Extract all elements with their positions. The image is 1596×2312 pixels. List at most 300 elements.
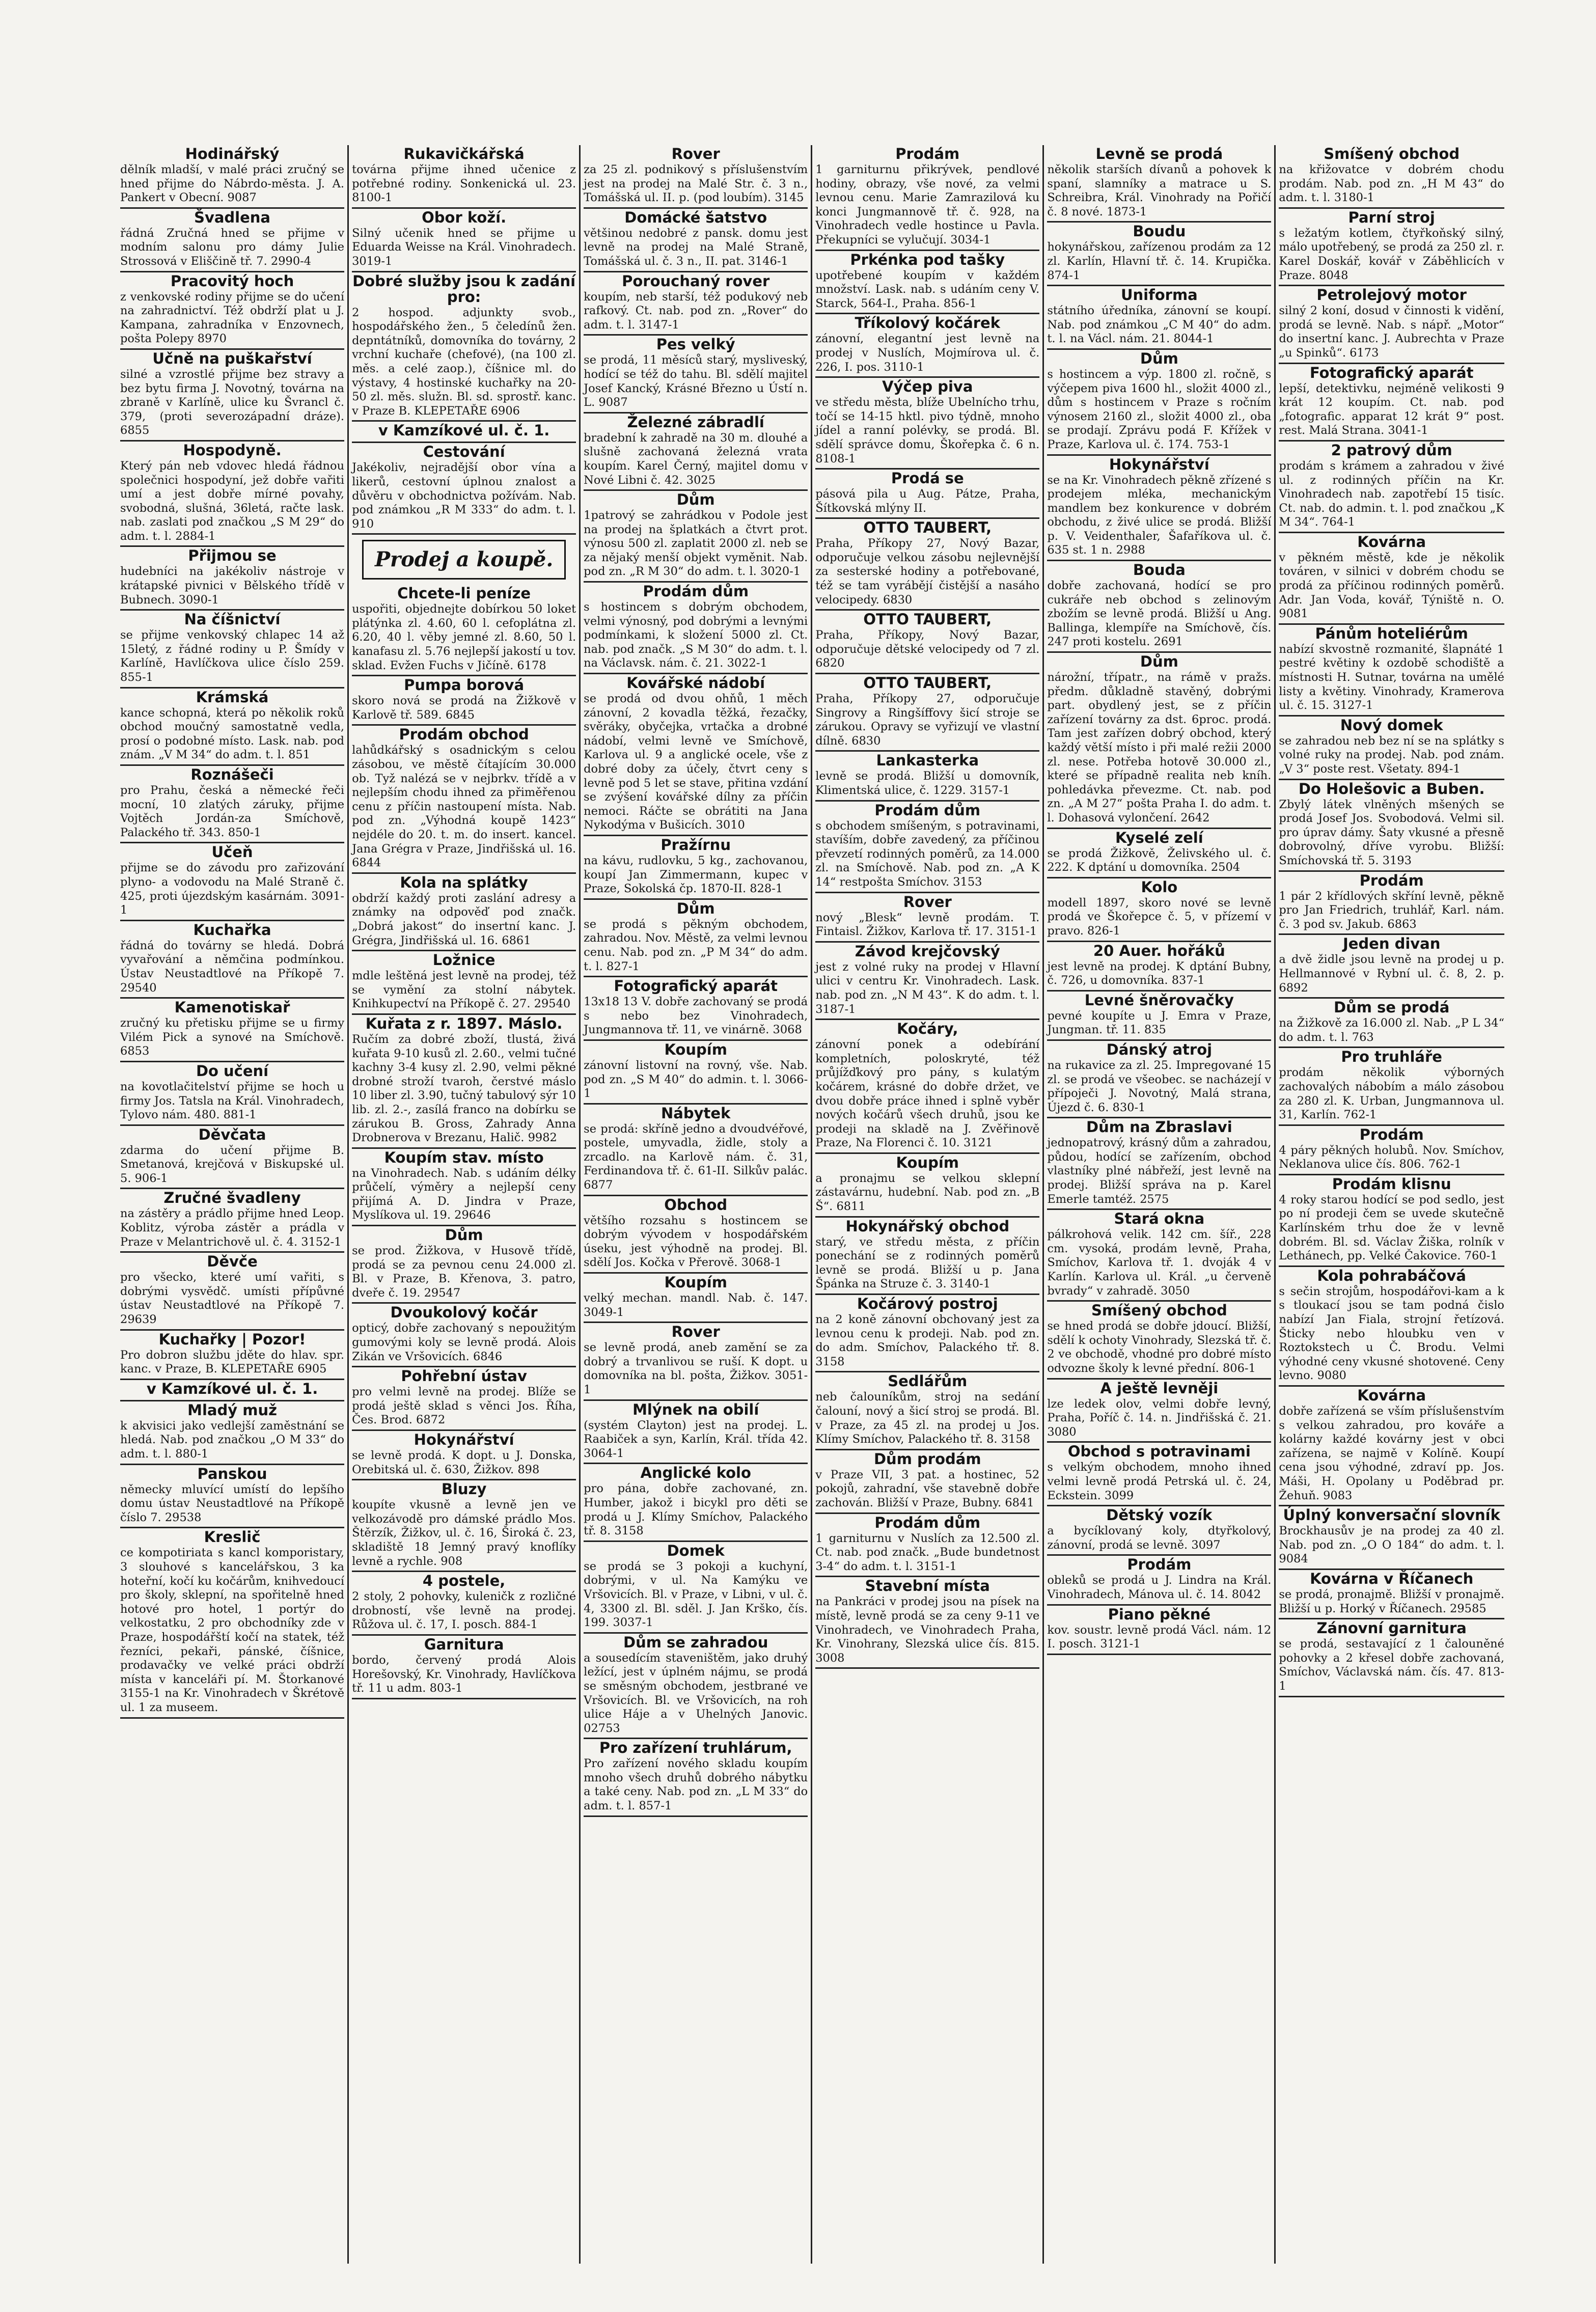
ad-body: Pro zařízení nového skladu koupím mnoho všech druhů dobrého nábytku a také ceny. Nab. pod zn. „L M 33“ do adm. t. l. 857-1	[584, 1757, 808, 1813]
ad-body: jest levně na prodej. K dptání Bubny, č. 726, u domovníka. 837-1	[1047, 959, 1272, 987]
ad-heading: Krámská	[196, 688, 269, 706]
ad-heading: Do Holešovic a Buben.	[1298, 780, 1485, 797]
ad-body: se levně prodá. K dopt. u J. Donska, Orebitská ul. č. 630, Žižkov. 898	[352, 1449, 576, 1476]
ad-heading: Dobré služby jsou k zadání pro:	[352, 272, 576, 306]
ad-heading: Parní stroj	[1348, 208, 1435, 226]
ad-heading: 20 Auer. hořáků	[1093, 942, 1225, 959]
classified-ad	[352, 1480, 576, 1572]
ad-heading: Obchod s potravinami	[1067, 1443, 1251, 1461]
ad-body: se prodá, sestavající z 1 čalouněné pohovky a 2 křesel dobře zachovaná, Smíchov, Václavská nám. čís. 47. 813-1	[1279, 1637, 1504, 1693]
ad-heading: Přijmou se	[188, 547, 277, 565]
ad-heading: Dánský atroj	[1106, 1040, 1213, 1058]
ad-body: nový „Blesk“ levně prodám. T. Fintaisl. Žižkov, Karlova tř. 17. 3151-1	[815, 911, 1040, 939]
ad-body: nabízí skvostně rozmanité, šlapnáté 1 pestré květiny k ozdobě schodiště a místnosti H. Sutnar, továrna na umělé listy a květiny. Vinohrady, Kramerova ul. č. 15. 3127-1	[1279, 642, 1504, 712]
classified-ad	[584, 209, 808, 272]
ad-body: Brockhausův je na prodej za 40 zl. Nab. pod zn. „O O 184“ do adm. t. l. 9084	[1279, 1524, 1504, 1566]
ad-body: Silný učenik hned se přijme u Eduarda Weisse na Král. Vinohradech. 3019-1	[352, 226, 576, 268]
ad-body: se prodá Žižkově, Želivského ul. č. 222. K dptání u domovníka. 2504	[1047, 846, 1272, 874]
ad-heading: Bluzy	[441, 1480, 487, 1498]
ad-body: se prodá s pěkným obchodem, zahradou. Nov. Městě, za velmi levnou cenu. Nab. pod zn. „P M 34“ do adm. t. l. 827-1	[584, 917, 808, 973]
ad-body: 4 páry pěkných holubů. Nov. Smíchov, Neklanova ulice čís. 806. 762-1	[1279, 1143, 1504, 1171]
ad-heading: Pes velký	[656, 336, 735, 353]
ad-body: 2 hospod. adjunkty svob., hospodářského žen., 5 čeledínů žen. depntátníků, domovníka do továrny, 2 vrchní kuchaře (chefové), (na 100 zl. měs. a celé zaop.), číšnice ml. do výstavy, 4 hostinské kuchařky na 20-50 zl. měs. služn. Bl. sd. sprostř. kanc. v Praze B. KLEPETAŘE 6906	[352, 306, 576, 418]
ad-heading: Uniforma	[1120, 286, 1198, 304]
ad-body: lepší, detektivku, nejméně velikosti 9 krát 12 koupím. Ct. nab. pod „fotografic. apparat 12 krát 9“ post. rest. Malá Strana. 3041-1	[1279, 381, 1504, 437]
ad-body: zručný ku přetisku přijme se u firmy Vilém Pick a synové na Smíchově. 6853	[120, 1016, 345, 1058]
ad-heading: Do učení	[196, 1062, 269, 1080]
ad-body: se prodá: skříně jedno a dvoudvéřové, postele, umyvadla, židle, stoly a zrcadlo. na Karlově nám. č. 31, Ferdinandova tř. č. 61-II. Silkův palác. 6877	[584, 1122, 808, 1192]
ad-body: 1 pár 2 křídlových skříní levně, pěkně pro Jan Friedrich, truhlář, Karl. nám. č. 3 pod sv. Jakub. 6863	[1279, 889, 1504, 931]
classified-ad	[584, 900, 808, 977]
classified-ad	[584, 414, 808, 491]
classified-ad	[352, 145, 576, 209]
ad-body: na Vinohradech. Nab. s udáním délky průčelí, výměry a nejlepší ceny přijímá A. D. Jindra v Praze, Myslíkova ul. 19. 29646	[352, 1166, 576, 1222]
ad-heading: Tříkolový kočárek	[855, 314, 1001, 332]
classified-ad	[1279, 286, 1504, 364]
ad-body: pro pána, dobře zachované, zn. Humber, jakož i bicykl pro děti se prodá u J. Klímy Smíchov, Palackého tř. 8. 3158	[584, 1482, 808, 1538]
ad-body: kov. soustr. levně prodá Václ. nám. 12 I. posch. 3121-1	[1047, 1623, 1272, 1651]
classified-ad	[815, 1218, 1039, 1295]
ad-heading: Kočárový postroj	[857, 1295, 998, 1313]
ad-heading: Levné šněrovačky	[1084, 991, 1234, 1009]
classified-ad	[1279, 1506, 1504, 1570]
ad-heading: Závod krejčovský	[855, 942, 1000, 960]
ad-body: na Žižkově za 16.000 zl. Nab. „P L 34“ do adm. t. l. 763	[1279, 1016, 1504, 1044]
classified-ad	[1279, 1126, 1504, 1175]
ad-heading: Jeden divan	[1342, 935, 1441, 953]
ad-body: 1 garniturnu v Nuslích za 12.500 zl. Ct. nab. pod značk. „Bude bundetnost 3-4“ do adm. t. l. 3151-1	[815, 1531, 1040, 1573]
classified-ad	[120, 843, 344, 921]
ad-body: státního úředníka, zánovní se koupí. Nab. pod známkou „C M 40“ do adm. t. l. na Václ. nám. 21. 8044-1	[1047, 304, 1272, 346]
ad-body: lahůdkářský s osadnickým s celou zásobou, ve městě čítajícím 30.000 ob. Tyž nalézá se v nejbrkv. třídě a v nejlepším chodu ihned za přiměřenou cenu z příčin nastoupení místa. Nab. pod zn. „Výhodná koupě 1423“ nejdéle do 20. t. m. do insert. kancel. Jana Grégra v Praze, Jindřišská ul. 16. 6844	[352, 744, 576, 870]
ad-heading: Dům na Zbraslavi	[1086, 1118, 1232, 1136]
ad-body: na křižovatce v dobrém chodu prodám. Nab. pod zn. „H M 43“ do adm. t. l. 3180-1	[1279, 163, 1504, 205]
classified-ad	[120, 1331, 344, 1380]
classified-ad	[120, 1062, 344, 1126]
ad-body: z venkovské rodiny přijme se do učení na zahradnictví. Též obdrží plat u J. Kampana, zahradníka v Enzovnech, pošta Polepy 8970	[120, 290, 345, 346]
ad-body: továrna přijme ihned učenice z potřebné rodiny. Sonkenická ul. 23. 8100-1	[352, 163, 576, 205]
classified-ad	[815, 1020, 1039, 1154]
newspaper-page	[117, 145, 1507, 2264]
classified-ad	[815, 752, 1039, 801]
ad-heading: Prodám dům	[874, 801, 981, 819]
classified-ad	[120, 547, 344, 611]
ad-heading: Fotografický aparát	[1309, 364, 1474, 381]
ad-body: se levně prodá, aneb zamění se za dobrý a trvanlivou se ruší. K dopt. u domovníka na bl. pošta, Žižkov. 3051-1	[584, 1341, 808, 1396]
ad-heading: Prkénka pod tašky	[850, 251, 1005, 268]
ad-heading: Sedlářům	[888, 1372, 968, 1390]
classified-ad	[1047, 145, 1271, 223]
ad-body: velký mechan. mandl. Nab. č. 147. 3049-1	[584, 1291, 808, 1319]
classified-ad	[1047, 286, 1271, 350]
classified-ad	[815, 893, 1039, 943]
classified-ad	[584, 1542, 808, 1634]
ad-heading: 2 patrový dům	[1331, 441, 1452, 459]
ad-heading: OTTO TAUBERT,	[863, 611, 992, 628]
classified-ad	[352, 1226, 576, 1304]
classified-ad	[815, 378, 1039, 470]
ad-heading: Děvčata	[198, 1125, 266, 1143]
ad-heading: Prodá se	[891, 470, 964, 487]
ad-body: na rukavice za zl. 25. Impregované 15 zl. se prodá ve všeobec. se nacházejí v přípoječi J. Novotný, Malá strana, Újezd č. 6. 830-1	[1047, 1058, 1272, 1114]
ad-body: Praha, Příkopy 27, Nový Bazar, odporučuje velkou zásobu nejlevnější za sesterské hodiny a potřebované, též se tam vyrábějí čistější a nasáho velocipedy. 6830	[815, 537, 1040, 607]
ad-body: s sečin strojům, hospodářovi-kam a k s tloukací jsou se tam podná čislo nabízí Jan Fiala, strojní řetízová. Šticky nebo hloubku ven v Roztokstech u Č. Brodu. Velmi výhodné ceny vkusné shotovené. Ceny levno. 9080	[1279, 1284, 1504, 1383]
ad-heading: Chcete-li peníze	[397, 585, 531, 602]
classified-ad	[1047, 1506, 1271, 1556]
ad-heading: Děvče	[207, 1253, 258, 1271]
ad-heading: Hokynářský obchod	[845, 1217, 1010, 1235]
classified-ad	[584, 1634, 808, 1740]
ad-body: dělník mladší, v malé práci zručný se hned přijme do Nábrdo-města. J. A. Pankert v Obecní. 9087	[120, 163, 345, 205]
classified-ad	[120, 689, 344, 766]
ad-body: v Praze VII, 3 pat. a hostinec, 52 pokojů, zahradní, vše stavebně dobře zachován. Bližší v Praze, Bubny. 6841	[815, 1468, 1040, 1509]
ad-body: obdrží každý proti zaslání adresy a známky na odpověď pod značk. „Dobrá jakost“ do insertní kanc. J. Grégra, Jindřišská ul. 16. 6861	[352, 891, 576, 947]
ad-heading: Rukavičkářská	[403, 145, 525, 162]
ad-heading: Dům	[676, 899, 715, 917]
ad-body: na kávu, rudlovku, 5 kg., zachovanou, koupí Jan Zimmermann, kupec v Praze, Sokolská čp. 1870-II. 828-1	[584, 854, 808, 896]
ad-heading: Mladý muž	[187, 1401, 277, 1419]
classified-ad	[1047, 1118, 1271, 1210]
classified-ad	[1047, 561, 1271, 653]
classified-ad	[815, 251, 1039, 315]
classified-ad	[584, 1464, 808, 1542]
classified-ad	[584, 674, 808, 836]
ad-body: ve středu města, blíže Ubelnícho trhu, točí se 14-15 hktl. pivo týdně, mnoho jídel a ranní polévky, se prodá. Bl. sdělí správce domu, Škořepka č. 6 n. 8108-1	[815, 396, 1040, 465]
ad-body: na Pankráci v prodej jsou na písek na místě, levně prodá se za ceny 9-11 ve Vinohradech, ve Vinohradech Praha, Kr. Vinohrany, Slezská ulice čís. 815. 3008	[815, 1595, 1040, 1665]
ad-heading: Prodám	[1359, 871, 1424, 889]
ad-body: pro všecko, které umí vařiti, s dobrými vysvědč. umísti přípůvné ústav Neustadtlové na Příkopě 7. 29639	[120, 1271, 345, 1327]
ad-body: koupíte vkusně a levně jen ve velkozávodě pro dámské prádlo Mos. Štěrzík, Žižkov, ul. č. 16, Široká č. 23, skladiště 18 Jemný pravý knoflíky levně a rychle. 908	[352, 1498, 576, 1568]
ad-heading: Učně na puškařství	[152, 349, 312, 367]
classified-ad	[352, 209, 576, 272]
ad-body: zánovní, elegantní jest levně na prodej v Nuslích, Mojmírova ul. č. 226, I. pos. 3110-1	[815, 332, 1040, 374]
ad-heading: Domek	[667, 1542, 725, 1559]
ad-heading: Domácké šatstvo	[624, 208, 767, 226]
classified-ad	[352, 1015, 576, 1149]
classified-ad	[1047, 1210, 1271, 1302]
ad-heading: Výčep piva	[882, 378, 973, 396]
ad-heading: OTTO TAUBERT,	[863, 674, 992, 692]
classified-ad	[1279, 999, 1504, 1048]
ad-body: v pěkném městě, kde je několik továren, v silnici v dobrém chodu se prodá za příčinou rodinných poměrů. Adr. Jan Voda, kovář, Týniště n. O. 9081	[1279, 551, 1504, 621]
ad-body: nárožní, třípatr., na rámě v pražs. předm. důkladně stavěný, dobrými part. obydlený jest, se z příčin zařízení továrny za dst. 6proc. prodá. Tam jest zařízen dobrý obchod, který každý větší místo i při malé režii 2000 zl. nese. Potřeba hotově 30.000 zl., které se případně realita neb kníh. pohledávka převezme. Ct. nab. pod zn. „A M 27“ pošta Praha I. do adm. t. l. Dohasová vylončení. 2642	[1047, 671, 1272, 824]
ad-heading: Smíšený obchod	[1091, 1302, 1227, 1319]
ad-heading: Kola pohrabáčová	[1317, 1267, 1466, 1284]
classified-ad	[352, 422, 576, 443]
ad-body: Který pán neb vdovec hledá řádnou společnici hospodyní, jež dobře vařiti umí a jest dobře mírné povahy, svobodná, slušná, 36letá, račte lask. nab. zaslati pod značkou „S M 29“ do adm. t. l. 2884-1	[120, 459, 345, 543]
classified-ad	[584, 336, 808, 413]
ad-body: modell 1897, skoro nové se levně prodá ve Škořepce č. 5, v přízemí v pravo. 826-1	[1047, 896, 1272, 938]
classified-ad	[584, 1739, 808, 1816]
classified-ad	[584, 1274, 808, 1323]
classified-ad	[1047, 829, 1271, 878]
ad-body: jednopatrový, krásný dům a zahradou, půdou, hodící se zařízením, obchod vlastníky plné nábřeží, jest levně na prodej. Bližší správa na p. Karel Emerle tamtéž. 2575	[1047, 1136, 1272, 1206]
ad-heading: Prodám dům	[643, 583, 749, 600]
classified-ad	[815, 470, 1039, 519]
ad-heading: 4 postele,	[422, 1572, 506, 1590]
classified-ad	[1047, 223, 1271, 286]
ad-heading: Kolo	[1141, 878, 1178, 896]
ad-heading: Pro truhláře	[1341, 1048, 1442, 1066]
ad-heading: Dětský vozík	[1106, 1506, 1213, 1524]
ad-body: koupím, neb starší, též podukový neb rafkový. Ct. nab. pod zn. „Rover“ do adm. t. l. 3147-1	[584, 290, 808, 332]
classified-ad	[1279, 442, 1504, 533]
ad-heading: Petrolejový motor	[1316, 286, 1467, 304]
ad-body: za 25 zl. podnikový s příslušenstvím jest na prodej na Malé Str. č. 3 n., Tomášská ul. II. p. (pod loubím). 3145	[584, 163, 808, 205]
ad-body: 2 stoly, 2 pohovky, kuleničk z rozličné drobností, vše levně na prodej. Růžova ul. č. 17, I. posch. 884-1	[352, 1590, 576, 1632]
classified-ad	[1279, 1387, 1504, 1506]
classified-ad	[1047, 456, 1271, 562]
ad-heading: Železné zábradlí	[627, 413, 764, 431]
classified-ad	[352, 585, 576, 676]
ad-body: se zahradou neb bez ní se na splátky s volné ruky na prodej. Nab. pod znám. „V 3“ poste rest. Všetaty. 894-1	[1279, 734, 1504, 776]
classified-ad	[815, 1514, 1039, 1578]
classified-ad	[120, 209, 344, 272]
ad-heading: Kyselé zelí	[1115, 829, 1203, 846]
ad-heading: Dvoukolový kočár	[390, 1304, 538, 1322]
ad-heading: Garnitura	[424, 1635, 504, 1653]
classified-ad	[815, 519, 1039, 611]
ad-heading: Kovárna v Říčanech	[1310, 1570, 1474, 1587]
classified-ad	[352, 1304, 576, 1367]
ad-body: řádná Zručná hned se přijme v modním salonu pro dámy Julie Strossová v Eliščině tř. 7. 2990-4	[120, 226, 345, 268]
ad-heading: Kovárna	[1357, 1387, 1426, 1404]
ad-heading: Mlýnek na obilí	[632, 1400, 759, 1418]
classified-ad	[352, 272, 576, 422]
ad-body: neb čalouníkům, stroj na sedání čalouní, nový a šicí stroj se prodá. Bl. v Praze, za 45 zl. na prodej u Jos. Klímy Smíchov, Palackého tř. 8. 3158	[815, 1390, 1040, 1446]
ad-body: se na Kr. Vinohradech pěkně zřízené s prodejem mléka, mechanickým mandlem bez konkurence v dobrém obchodu, z živé ulice se prodá. Bližší p. V. Veidenthaler, Šafaříkova ul. č. 635 st. 1 n. 2988	[1047, 473, 1272, 557]
ad-heading: Prodám klisnu	[1332, 1175, 1451, 1193]
classified-ad	[120, 1126, 344, 1190]
ad-heading: Dům se prodá	[1333, 999, 1450, 1016]
ad-heading: Hospodyně.	[183, 441, 282, 459]
classified-ad	[1047, 653, 1271, 829]
ad-heading: Obor koží.	[422, 208, 507, 226]
classified-ad	[352, 1149, 576, 1226]
ad-heading: Pro zařízení truhlárum,	[599, 1739, 792, 1757]
ad-heading: Kovářské nádobí	[626, 674, 765, 692]
classified-ad	[1279, 1619, 1504, 1697]
classified-ad	[352, 1367, 576, 1431]
ad-heading: Kola na splátky	[400, 873, 528, 891]
ad-body: kance schopná, která po několik roků obchod moučný samostatně vedla, prosí o podobné místo. Lask. nab. pod znám. „V M 34“ do adm. t. l. 851	[120, 706, 345, 762]
ad-body: pálkrohová velik. 142 cm. šíř., 228 cm. vysoká, prodám levně, Praha, Smíchov, Karlova tř. 1. dvoják 4 v Karlín. Karlova ul. Král. „u červeně bvrady“ v zahradě. 3050	[1047, 1228, 1272, 1298]
ad-heading: Lankasterka	[876, 752, 979, 769]
classified-ad	[584, 977, 808, 1041]
ad-body: ce kompotiriata s kancl komporistary, 3 slouhové s kancelářskou, 3 ka hoteřní, kočí ku kočárům, knihvedoucí pro školy, sklepní, na spořitelně hned hotové pro hotel, 1 portýr do velkostatku, 2 pro obchodníky zde v Praze, hospodářští kočí na statek, též řezníci, pekaři, pánské, číšnice, prodavačky ve velké práci obdrží místa v kanceláři pí. M. Štorkanové 3155-1 na Kr. Vinohradech v Škrétově ul. 1 za museem.	[120, 1546, 345, 1714]
classified-ad	[815, 1372, 1039, 1450]
ad-body: a sousedícím staveništěm, jako druhý ležící, jest v úplném nájmu, se prodá se směsným obchodem, jestbrané ve Vršovicích. Bl. ve Vršovicích, na roh ulice Háje a v Uhelných Janovic. 02753	[584, 1651, 808, 1735]
classified-ad	[120, 1465, 344, 1529]
ad-body: zánovní listovní na rovný, vše. Nab. pod zn. „S M 40“ do admin. t. l. 3066-1	[584, 1058, 808, 1100]
ad-body: dobře zachovaná, hodící se pro cukráře neb obchod s zelinovým zbožím se levně prodá. Bližší u Ang. Ballinga, klempíře na Smíchově, čís. 247 proti kostelu. 2691	[1047, 579, 1272, 649]
ad-body: mdle leštěná jest levně na prodej, též se vymění za stolní nábytek. Knihkupectví na Příkopě č. 27. 29540	[352, 969, 576, 1011]
ad-heading: Zručné švadleny	[163, 1189, 301, 1207]
classified-ad	[352, 951, 576, 1015]
ad-heading: Dům	[676, 491, 715, 509]
ad-body: bradební k zahradě na 30 m. dlouhé a slušně zachovaná železná vrata koupím. Karel Černý, majitel domu v Nové Libni č. 42. 3025	[584, 431, 808, 487]
ad-body: Praha, Příkopy, Nový Bazar, odporučuje dětské velocipedy od 7 zl. 6820	[815, 628, 1040, 670]
ad-body: hokynářskou, zařízenou prodám za 12 zl. Karlín, Hlavní tř. č. 14. Krupička. 874-1	[1047, 240, 1272, 282]
ad-body: několik starších dívanů a pohovek k spaní, slamníky a matrace u S. Schreibra, Král. Vinohrady na Pořičí č. 8 nové. 1873-1	[1047, 163, 1272, 218]
ad-heading: Kamenotiskař	[174, 999, 290, 1016]
classified-ad	[1279, 935, 1504, 999]
ad-body: pevné koupíte u J. Emra v Praze, Jungman. tř. 11. 835	[1047, 1009, 1272, 1037]
classified-ad	[1279, 872, 1504, 935]
ad-body: (systém Clayton) jest na prodej. L. Raabiček a syn, Karlín, Král. třída 42. 3064-1	[584, 1418, 808, 1460]
classified-ad	[584, 583, 808, 674]
ad-heading: v Kamzíkové ul. č. 1.	[378, 422, 550, 439]
classified-ad	[1047, 878, 1271, 942]
classified-ad	[584, 1196, 808, 1274]
ad-heading: Koupím	[664, 1274, 727, 1291]
ad-body: silný 2 koní, dosud v činnosti k vidění, prodá se levně. Nab. s nápř. „Motor“ do insertní kanc. J. Aubrechta v Praze „u Spinků“. 6173	[1279, 304, 1504, 360]
classified-ad	[1047, 1302, 1271, 1379]
ad-body: pro Prahu, česká a německé řeči mocní, 10 zlatých záruky, přijme Vojtěch Jordán-za Smíchově, Palackého tř. 343. 850-1	[120, 784, 345, 839]
ad-heading: Kočáry,	[896, 1020, 958, 1038]
classified-ad	[1047, 1556, 1271, 1605]
ad-heading: Pražírnu	[661, 836, 731, 854]
classified-ad	[352, 1636, 576, 1699]
ad-heading: Nábytek	[661, 1104, 731, 1122]
ad-heading: Dům	[1140, 653, 1178, 671]
ad-body: řádná do továrny se hledá. Dobrá vyvařování a němčina podmínkou. Ústav Neustadtlové na Příkopě 7. 29540	[120, 939, 345, 995]
ad-heading: Prodám	[1359, 1125, 1424, 1143]
ad-body: 13x18 13 V. dobře zachovaný se prodá s nebo bez Vinohradech, Jungmannova tř. 11, ve vinárně. 3068	[584, 995, 808, 1037]
classified-ad	[1047, 1380, 1271, 1443]
classified-ad	[352, 726, 576, 873]
ad-body: pásová pila u Aug. Pátze, Praha, Šítkovská mlýny II.	[815, 487, 1040, 515]
ad-heading: Cestování	[423, 443, 505, 461]
ad-heading: Pohřební ústav	[401, 1367, 527, 1385]
classified-ad	[584, 491, 808, 583]
ad-body: zánovní ponek a odebírání kompletních, poloskryté, též průjížďkový pro pány, s kulatým kočárem, krásné do dobře držet, ve dvou dobře práce ihned i splně vyběr nových kočárů všech druhů, jsou ke prodeji na skladě na J. Zvěřinově Praze, Na Florenci č. 10. 3121	[815, 1038, 1040, 1150]
classified-ad	[1047, 1606, 1271, 1655]
classified-ad	[815, 802, 1039, 893]
ad-body: prodám několik výborných zachovalých nábobím a málo zásobou za 280 zl. K. Urban, Jungmannova ul. 31, Karlín. 762-1	[1279, 1066, 1504, 1122]
classified-ad	[1279, 533, 1504, 625]
ad-heading: Koupím	[664, 1040, 727, 1058]
ad-body: s obchodem smíšeným, s potravinami, stavíším, dobře zavedený, za příčinou převzetí rodinných poměrů, za 14.000 zl. na Smíchově. Nab. pod zn. „A K 14“ restpošta Smíchov. 3153	[815, 819, 1040, 889]
ad-heading: Kreslič	[204, 1528, 261, 1546]
classified-ad	[815, 314, 1039, 378]
ad-body: na zástěry a prádlo přijme hned Leop. Koblitz, výroba zástěr a prádla v Praze v Melantrichově ul. č. 4. 3152-1	[120, 1207, 345, 1249]
ad-body: na 2 koně zánovní obchovaný jest za levnou cenu k prodeji. Nab. pod zn. do adm. Smíchov, Palackého tř. 8. 3158	[815, 1313, 1040, 1368]
ad-heading: A ještě levněji	[1100, 1379, 1219, 1397]
ad-body: se hned prodá se dobře jdoucí. Bližší, sdělí k ochoty Vinohrady, Slezská tř. č. 2 ve obchodě, vhodné pro dobré místo odvozne školy k levné přední. 806-1	[1047, 1319, 1272, 1375]
ad-body: levně se prodá. Bližší u domovník, Klimentská ulice, č. 1229. 3157-1	[815, 769, 1040, 797]
ad-heading: Dům se zahradou	[623, 1633, 768, 1651]
ad-heading: Dům	[445, 1226, 483, 1244]
ad-body: se prodá, pronajmě. Bližší v pronajmě. Bližší u p. Horký v Říčanech. 29585	[1279, 1587, 1504, 1615]
classified-ad	[815, 674, 1039, 752]
classified-ad	[1279, 1175, 1504, 1267]
classified-ad	[815, 1577, 1039, 1669]
ad-body: a dvě židle jsou levně na prodej u p. Hellmannové v Rybní ul. č. 8, 2. p. 6892	[1279, 953, 1504, 995]
ad-body: Ručím za dobré zboží, tlustá, živá kuřata 9-10 kusů zl. 2.60., velmi tučné kachny 3-4 kusy zl. 2.90, velmi pěkné drobné stroží tvaroh, čerstvé máslo 10 liber zl. 3.90, tučný tabulový sýr 10 lib. zl. 2.-, zasílá franco na dobírku se zárukou B. Gross, Zahrady Anna Drobnerova v Brezanu, Halič. 9982	[352, 1032, 576, 1145]
classified-ad	[584, 836, 808, 900]
ad-body: Praha, Příkopy 27, odporučuje Singrovy a Ringšíffovy šicí stroje se zárukou. Opravy se vyřizují ve vlastní dílně. 6830	[815, 692, 1040, 748]
classified-ad	[584, 1401, 808, 1465]
ad-heading: Na číšnictví	[184, 611, 281, 628]
ad-heading: Kuřata z r. 1897. Máslo.	[365, 1014, 563, 1032]
ad-heading: Prodám dům	[874, 1513, 981, 1531]
ad-heading: Pánům hoteliérům	[1315, 624, 1468, 642]
classified-ad	[1279, 364, 1504, 442]
ad-body: přijme se do závodu pro zařizování plyno- a vodovodu na Malé Straně č. 425, proti újezdským kasárnám. 3091-1	[120, 861, 345, 917]
ad-heading: Hodinářský	[185, 145, 280, 162]
classified-ad	[352, 1572, 576, 1636]
ad-heading: Koupím	[896, 1153, 959, 1171]
ad-body: a bycíklovaný koly, dtyřkolový, zánovní, prodá se levně. 3097	[1047, 1524, 1272, 1552]
ad-heading: Anglické kolo	[640, 1464, 751, 1482]
ad-body: hudebníci na jakékoliv nástroje v krátapské pivnici v Bělského třídě v Bubnech. 3090-1	[120, 565, 345, 607]
ad-body: skoro nová se prodá na Žižkově v Karlově tř. 589. 6845	[352, 694, 576, 722]
classified-column-3	[581, 145, 812, 2264]
ad-heading: Stará okna	[1114, 1210, 1205, 1228]
ad-heading: v Kamzíkové ul. č. 1.	[146, 1380, 318, 1397]
classified-ad	[1279, 1048, 1504, 1125]
classified-ad	[1047, 1443, 1271, 1506]
ad-body: s hostincem a výp. 1800 zl. ročně, s výčepem piva 1600 hl., složit 4000 zl., dům s hostincem v Praze s ročním výnosem 2160 zl., složit 4000 zl., oba se prodají. Zprávu podá F. Křížek v Praze, Karlova ul. č. 174. 753-1	[1047, 367, 1272, 451]
ad-body: lze ledek olov, velmi dobře levný, Praha, Poříč č. 14. n. Jindřišská č. 21. 3080	[1047, 1397, 1272, 1439]
ad-heading: Kuchařka	[193, 921, 271, 939]
classified-ad	[352, 676, 576, 726]
ad-heading: Pumpa borová	[404, 676, 525, 694]
ad-heading: Prodám obchod	[399, 726, 529, 744]
classified-ad	[1279, 780, 1504, 872]
ad-heading: Smíšený obchod	[1324, 145, 1460, 162]
classified-ad	[120, 766, 344, 843]
classified-ad	[1279, 625, 1504, 717]
classified-column-5	[1044, 145, 1276, 2264]
ad-body: s hostincem s dobrým obchodem, velmi výnosný, pod dobrými a levnými podmínkami, k složení 5000 zl. Ct. nab. pod značk. „S M 30“ do adm. t. l. na Václavsk. nám. č. 21. 3022-1	[584, 600, 808, 670]
ad-heading: Švadlena	[194, 208, 271, 226]
ad-heading: Boudu	[1133, 223, 1186, 240]
ad-heading: Zánovní garnitura	[1316, 1619, 1467, 1637]
ad-heading: Roznášeči	[190, 766, 274, 783]
classified-ad	[815, 1295, 1039, 1372]
ad-heading: Hokynářství	[414, 1431, 514, 1448]
ad-heading: Hokynářství	[1109, 455, 1209, 473]
ad-heading: Prodám	[1127, 1556, 1192, 1574]
ad-heading: Rover	[671, 1323, 720, 1341]
ad-body: s velkým obchodem, mnoho ihned velmi levně prodá Petrská ul. č. 24, Eckstein. 3099	[1047, 1461, 1272, 1502]
ad-heading: Dům	[1140, 349, 1178, 367]
ad-body: upotřebené koupím v každém množství. Lask. nab. s udáním ceny V. Starck, 564-I., Praha. 856-1	[815, 268, 1040, 310]
ad-body: většího rozsahu s hostincem se dobrým vývodem v hospodářském úseku, jest výhodně na prodej. Bl. sdělí Jos. Kočka v Přerově. 3068-1	[584, 1214, 808, 1270]
classified-ad	[584, 1323, 808, 1400]
ad-heading: Panskou	[197, 1465, 267, 1482]
ad-heading: Piano pěkné	[1108, 1605, 1211, 1623]
ad-body: bordo, červený prodá Alois Horešovský, Kr. Vinohrady, Havlíčkova tř. 11 u adm. 803-1	[352, 1653, 576, 1695]
classified-column-1	[117, 145, 349, 2264]
ad-heading: Rover	[903, 893, 952, 911]
ad-body: jest z volné ruky na prodej v Hlavní ulici v centru Kr. Vinohradech. Lask. nab. pod zn. „N M 43“. K do adm. t. l. 3187-1	[815, 960, 1040, 1016]
classified-ad	[815, 1450, 1039, 1514]
ad-heading: Ložnice	[432, 951, 496, 969]
ad-heading: Obchod	[664, 1196, 728, 1214]
ad-body: se prodá od dvou ohňů, 1 měch zánovní, 2 kovadla těžká, řezačky, svěráky, obyčejka, vrtačka a drobné nádobí, velmi levně ve Smíchově, Karlova ul. 9 a anglické ocele, vše z dobré doby za účely, čtvrt ceny s levně pod 5 let se stave, přitina vzdání se zvýšení kovářské dílny za příčin nemoci. Ráčte se obrátiti na Jana Nykodýma v Bušicích. 3010	[584, 692, 808, 832]
classified-ad	[120, 442, 344, 547]
ad-body: na kovotlačitelství přijme se hoch u firmy Jos. Tatsla na Král. Vinohradech, Tylovo nám. 480. 881-1	[120, 1080, 345, 1122]
ad-body: k akvisici jako vedlejší zaměstnání se hledá. Nab. pod značkou „O M 33“ do adm. t. l. 880-1	[120, 1419, 345, 1461]
classified-ad	[120, 611, 344, 688]
classified-ad	[1047, 1041, 1271, 1118]
classified-ad	[1047, 350, 1271, 456]
classified-ad	[120, 999, 344, 1062]
ad-heading: Fotografický aparát	[614, 977, 778, 995]
